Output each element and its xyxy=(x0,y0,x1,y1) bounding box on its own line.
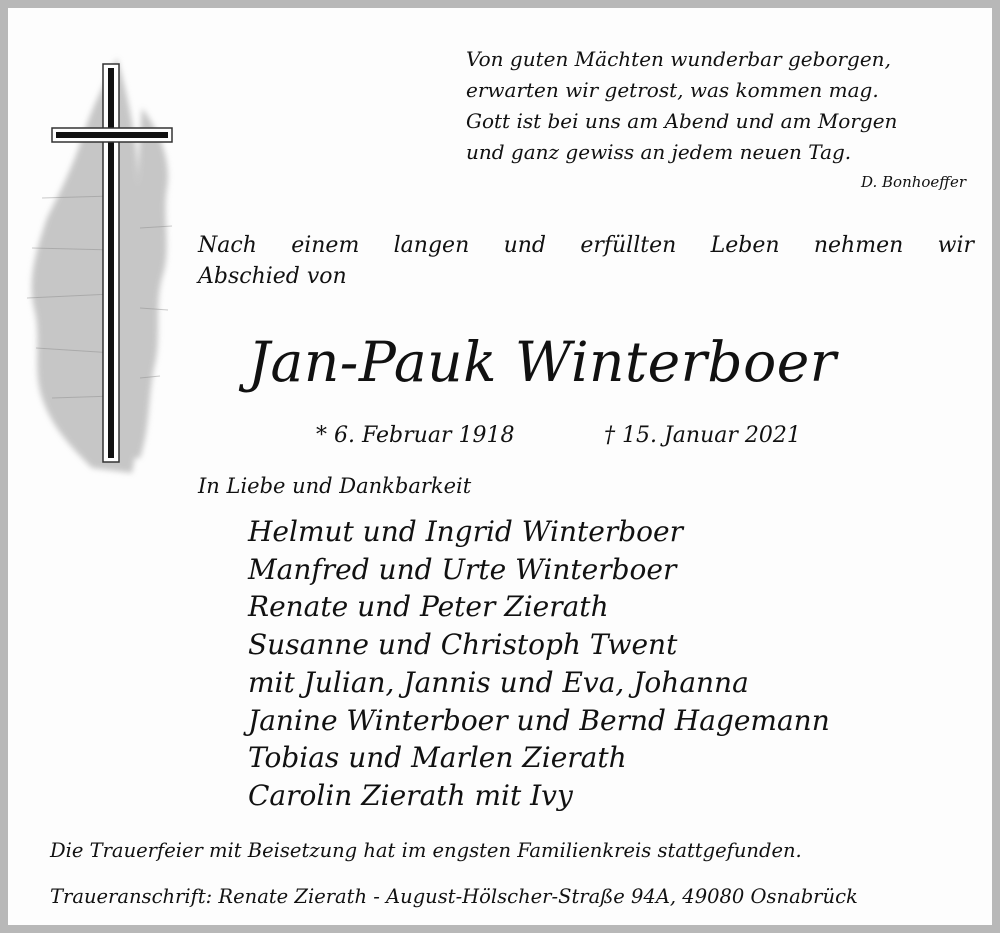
quote-line: Gott ist bei uns am Abend und am Morgen xyxy=(466,109,898,133)
birth-date: * 6. Februar 1918 xyxy=(316,423,515,448)
death-date: † 15. Januar 2021 xyxy=(604,423,801,448)
family-member: Janine Winterboer und Bernd Hagemann xyxy=(248,703,830,737)
intro-text xyxy=(198,230,974,292)
quote-line: Von guten Mächten wunderbar geborgen, xyxy=(466,47,891,71)
life-dates xyxy=(316,418,876,454)
family-member: Susanne und Christoph Twent xyxy=(248,628,678,662)
family-member: Manfred und Urte Winterboer xyxy=(248,552,677,586)
quote-line: erwarten wir getrost, was kommen mag. xyxy=(466,78,879,102)
intro-line-2: Abschied von xyxy=(198,264,347,289)
family-member: Carolin Zierath mit Ivy xyxy=(248,778,573,812)
family-list xyxy=(248,513,968,815)
bonhoeffer-quote xyxy=(466,44,976,196)
family-member: Renate und Peter Zierath xyxy=(248,590,609,624)
mourning-address: Traueranschrift: Renate Zierath - August-Hölscher-Straße 94A, 49080 Osnabrück xyxy=(50,885,858,908)
family-member: Helmut und Ingrid Winterboer xyxy=(248,515,683,548)
cross-icon xyxy=(22,48,202,488)
ceremony-note: Die Trauerfeier mit Beisetzung hat im engsten Familienkreis stattgefunden. xyxy=(50,839,802,862)
thanks-line: In Liebe und Dankbarkeit xyxy=(198,474,472,498)
intro-line-1: Nach einem langen und erfüllten Leben nehmen wir xyxy=(198,233,974,258)
quote-author: D. Bonhoeffer xyxy=(861,173,966,191)
family-member: mit Julian, Jannis und Eva, Johanna xyxy=(248,665,749,699)
family-member: Tobias und Marlen Zierath xyxy=(248,741,627,775)
deceased-name: Jan-Pauk Winterboer xyxy=(248,330,837,394)
quote-line: und ganz gewiss an jedem neuen Tag. xyxy=(466,140,852,164)
